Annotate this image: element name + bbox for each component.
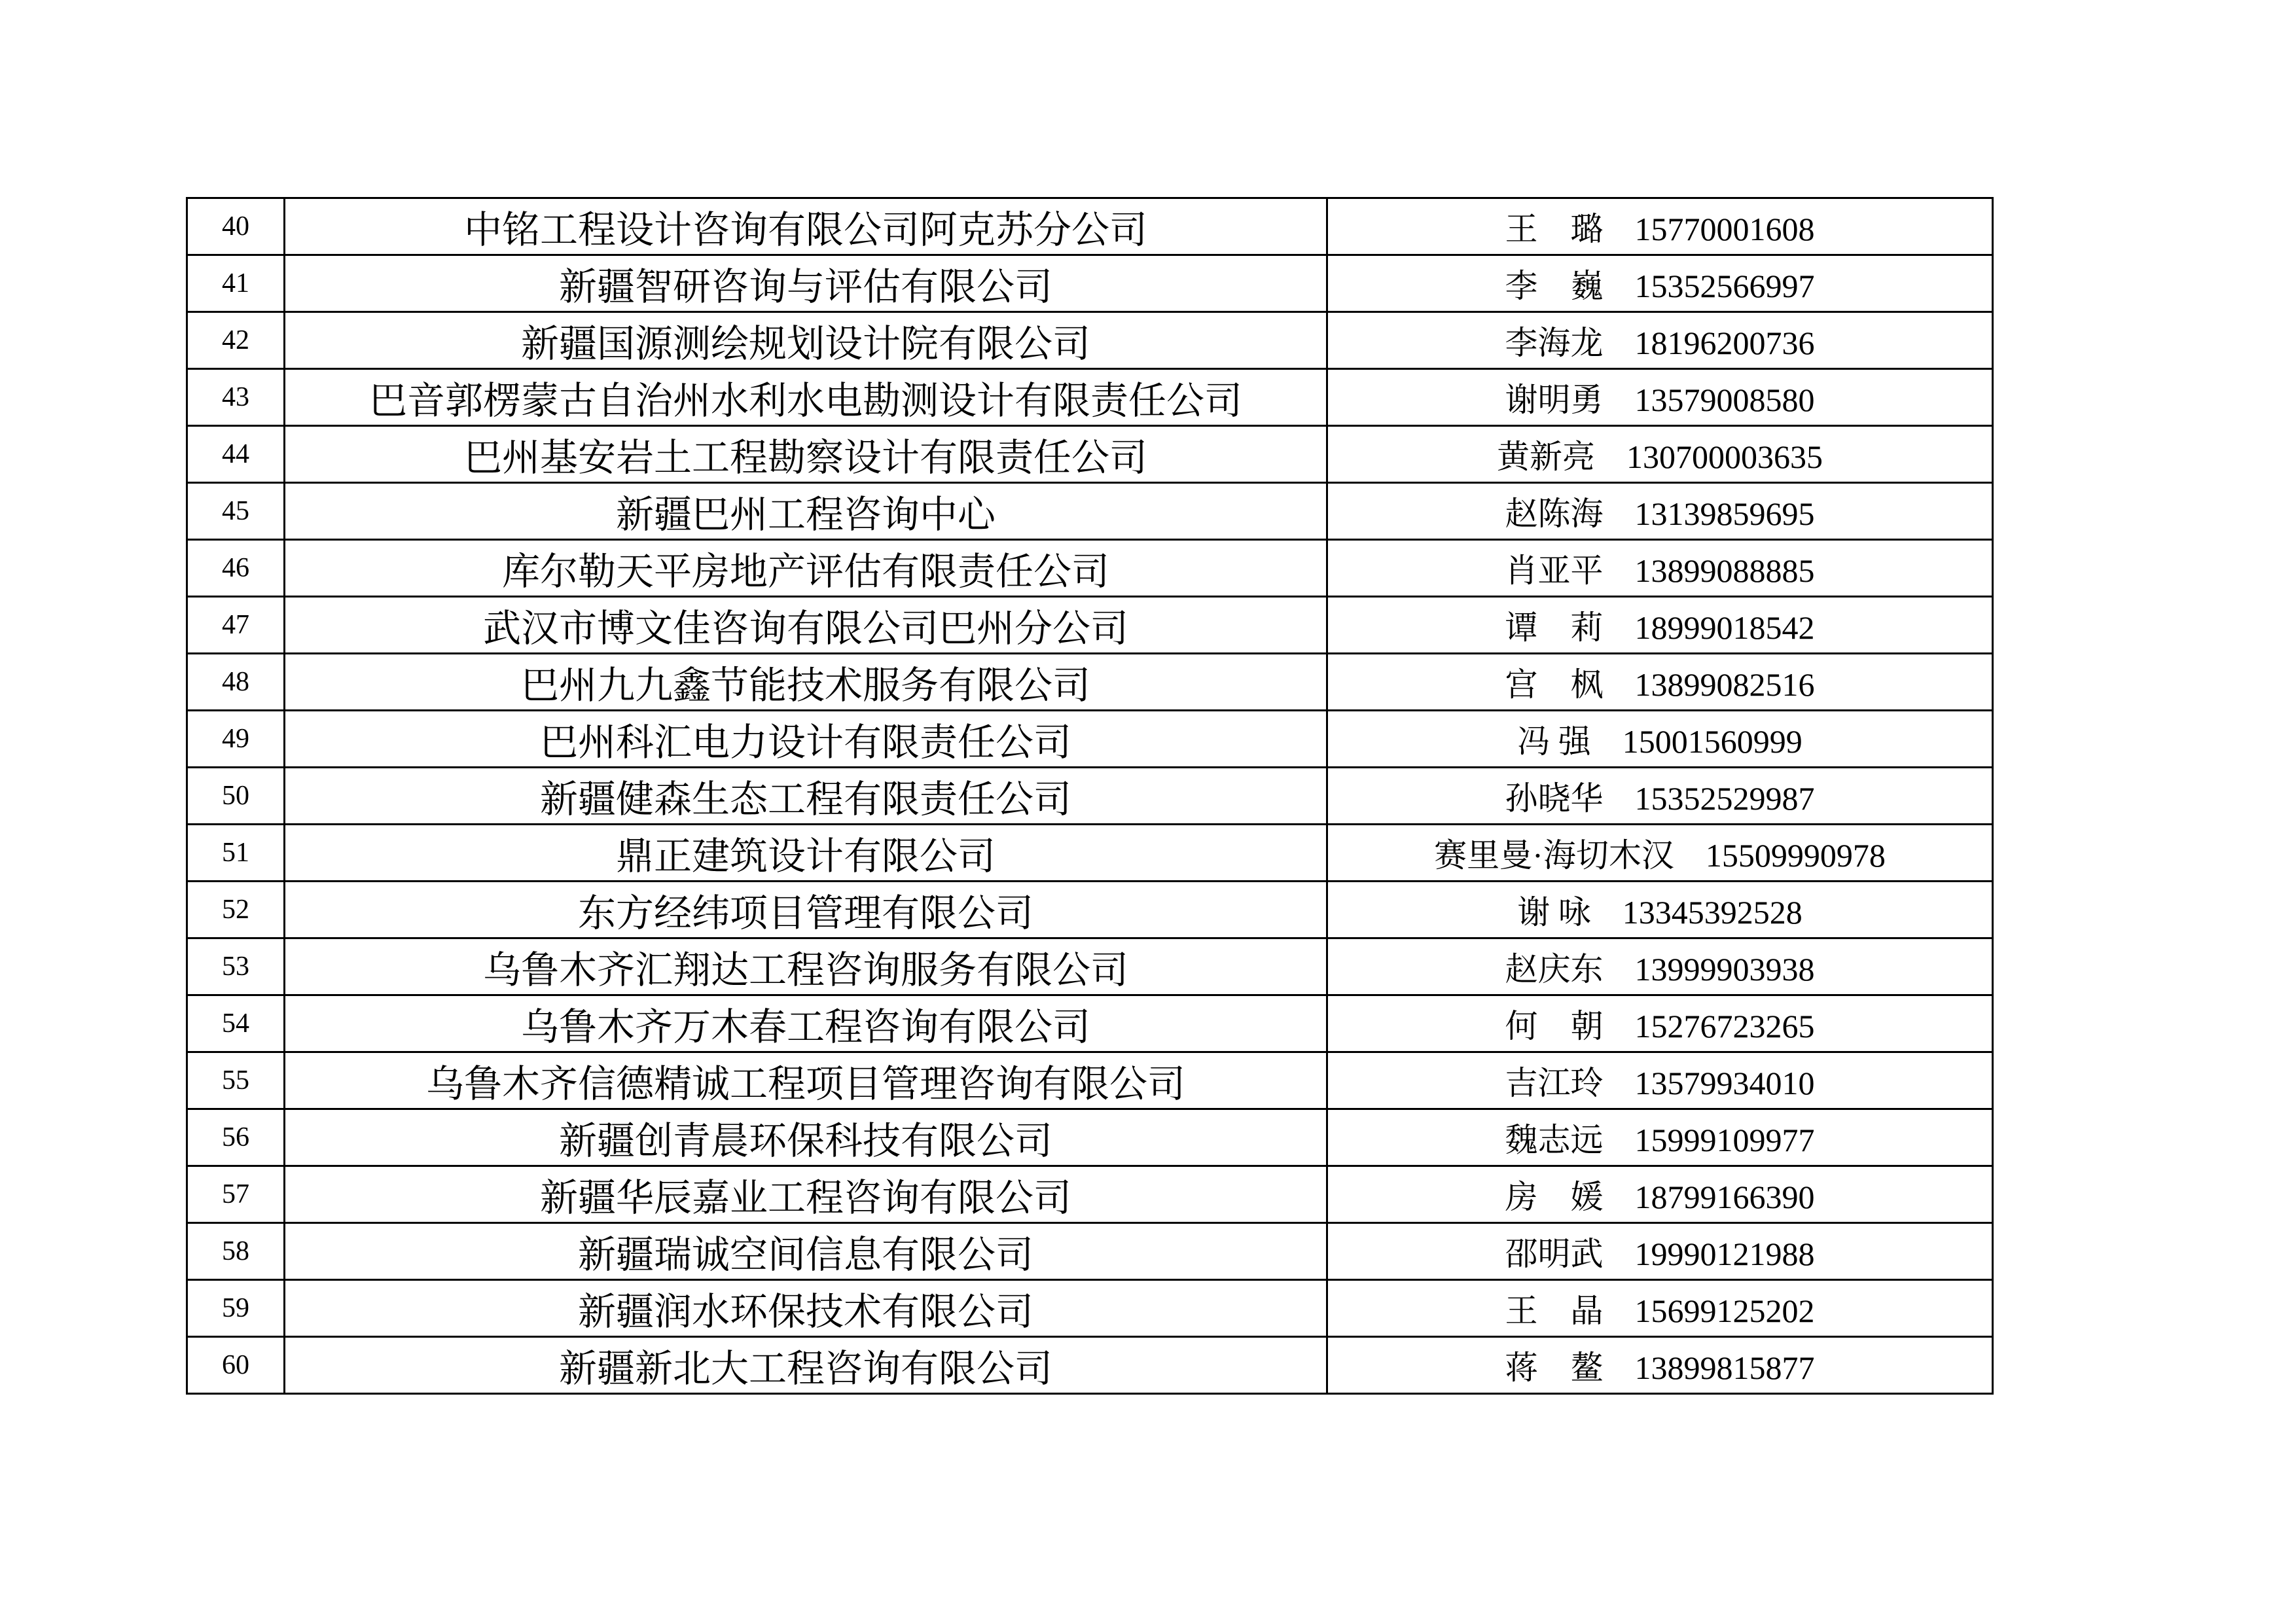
- contact-phone: 13899815877: [1634, 1349, 1815, 1386]
- company-name-cell: 乌鲁木齐信德精诚工程项目管理咨询有限公司: [285, 1052, 1327, 1109]
- company-name-cell: 鼎正建筑设计有限公司: [285, 825, 1327, 882]
- row-number-cell: 44: [187, 426, 285, 483]
- table-row: [187, 1166, 1993, 1223]
- contact-name: 王 晶: [1505, 1293, 1604, 1329]
- contact-phone: 13139859695: [1634, 495, 1815, 532]
- contact-phone: 13579934010: [1634, 1065, 1815, 1101]
- contact-cell: [1327, 540, 1993, 597]
- contact-phone: 130700003635: [1626, 438, 1823, 475]
- contact-name: 邵明武: [1505, 1236, 1604, 1272]
- contact-name: 赵陈海: [1505, 495, 1604, 532]
- table-row: [187, 198, 1993, 255]
- contact-cell: [1327, 768, 1993, 825]
- row-number-cell: 56: [187, 1109, 285, 1166]
- row-number-cell: 45: [187, 483, 285, 540]
- contact-cell: [1327, 825, 1993, 882]
- company-name-cell: 乌鲁木齐万木春工程咨询有限公司: [285, 995, 1327, 1052]
- row-number-cell: 51: [187, 825, 285, 882]
- contact-phone: 15770001608: [1634, 211, 1815, 247]
- row-number-cell: 58: [187, 1223, 285, 1280]
- contact-name: 吉江玲: [1505, 1065, 1604, 1101]
- table-row: [187, 483, 1993, 540]
- row-number-cell: 46: [187, 540, 285, 597]
- contact-name: 李海龙: [1505, 325, 1604, 361]
- contact-phone: 15001560999: [1622, 723, 1803, 760]
- table-row: [187, 768, 1993, 825]
- contact-name: 谢 咏: [1517, 894, 1591, 931]
- table-row: [187, 597, 1993, 654]
- company-name-cell: 新疆华辰嘉业工程咨询有限公司: [285, 1166, 1327, 1223]
- contact-phone: 13579008580: [1634, 382, 1815, 418]
- table-row: [187, 1109, 1993, 1166]
- contact-name: 肖亚平: [1505, 552, 1604, 589]
- row-number-cell: 40: [187, 198, 285, 255]
- company-name-cell: 巴州基安岩土工程勘察设计有限责任公司: [285, 426, 1327, 483]
- row-number-cell: 52: [187, 882, 285, 938]
- contact-name: 魏志远: [1505, 1122, 1604, 1158]
- row-number-cell: 54: [187, 995, 285, 1052]
- contact-name: 李 巍: [1505, 268, 1604, 304]
- row-number-cell: 50: [187, 768, 285, 825]
- table-body: [187, 198, 1993, 1394]
- row-number-cell: 48: [187, 654, 285, 711]
- contact-cell: [1327, 1337, 1993, 1394]
- table-row: [187, 369, 1993, 426]
- row-number-cell: 60: [187, 1337, 285, 1394]
- company-name-cell: 新疆新北大工程咨询有限公司: [285, 1337, 1327, 1394]
- company-name-cell: 新疆瑞诚空间信息有限公司: [285, 1223, 1327, 1280]
- company-contact-table: [186, 197, 1994, 1395]
- contact-cell: [1327, 1052, 1993, 1109]
- table-row: [187, 654, 1993, 711]
- contact-phone: 18196200736: [1634, 325, 1815, 361]
- contact-cell: [1327, 312, 1993, 369]
- contact-phone: 15999109977: [1634, 1122, 1815, 1158]
- contact-phone: 19990121988: [1634, 1236, 1815, 1272]
- table-row: [187, 1337, 1993, 1394]
- contact-cell: [1327, 938, 1993, 995]
- row-number-cell: 49: [187, 711, 285, 768]
- table-row: [187, 1052, 1993, 1109]
- contact-cell: [1327, 198, 1993, 255]
- contact-name: 谭 莉: [1505, 609, 1604, 646]
- contact-cell: [1327, 1166, 1993, 1223]
- company-name-cell: 新疆智研咨询与评估有限公司: [285, 255, 1327, 312]
- contact-name: 冯 强: [1517, 723, 1591, 760]
- company-name-cell: 中铭工程设计咨询有限公司阿克苏分公司: [285, 198, 1327, 255]
- row-number-cell: 57: [187, 1166, 285, 1223]
- contact-name: 蒋 鳌: [1505, 1349, 1604, 1386]
- contact-cell: [1327, 597, 1993, 654]
- company-name-cell: 武汉市博文佳咨询有限公司巴州分公司: [285, 597, 1327, 654]
- contact-phone: 13899088885: [1634, 552, 1815, 589]
- contact-cell: [1327, 654, 1993, 711]
- contact-name: 何 朝: [1505, 1008, 1604, 1044]
- contact-phone: 15509990978: [1705, 837, 1886, 874]
- contact-name: 房 媛: [1505, 1179, 1604, 1215]
- contact-cell: [1327, 255, 1993, 312]
- table-row: [187, 312, 1993, 369]
- row-number-cell: 42: [187, 312, 285, 369]
- contact-name: 孙晓华: [1505, 780, 1604, 817]
- company-name-cell: 新疆国源测绘规划设计院有限公司: [285, 312, 1327, 369]
- row-number-cell: 53: [187, 938, 285, 995]
- contact-cell: [1327, 1109, 1993, 1166]
- contact-phone: 15352566997: [1634, 268, 1815, 304]
- company-name-cell: 巴音郭楞蒙古自治州水利水电勘测设计有限责任公司: [285, 369, 1327, 426]
- table-row: [187, 540, 1993, 597]
- contact-phone: 15352529987: [1634, 780, 1815, 817]
- company-name-cell: 新疆巴州工程咨询中心: [285, 483, 1327, 540]
- contact-cell: [1327, 426, 1993, 483]
- contact-name: 赛里曼·海切木汉: [1434, 837, 1674, 874]
- contact-cell: [1327, 483, 1993, 540]
- company-name-cell: 巴州科汇电力设计有限责任公司: [285, 711, 1327, 768]
- contact-cell: [1327, 1223, 1993, 1280]
- contact-cell: [1327, 1280, 1993, 1337]
- contact-name: 谢明勇: [1505, 382, 1604, 418]
- contact-phone: 13345392528: [1622, 894, 1803, 931]
- contact-cell: [1327, 995, 1993, 1052]
- row-number-cell: 59: [187, 1280, 285, 1337]
- contact-phone: 13899082516: [1634, 666, 1815, 703]
- company-name-cell: 新疆创青晨环保科技有限公司: [285, 1109, 1327, 1166]
- table-row: [187, 711, 1993, 768]
- contact-name: 黄新亮: [1497, 438, 1595, 475]
- contact-cell: [1327, 369, 1993, 426]
- company-name-cell: 巴州九九鑫节能技术服务有限公司: [285, 654, 1327, 711]
- company-name-cell: 新疆健森生态工程有限责任公司: [285, 768, 1327, 825]
- contact-cell: [1327, 882, 1993, 938]
- table-row: [187, 1223, 1993, 1280]
- company-name-cell: 东方经纬项目管理有限公司: [285, 882, 1327, 938]
- company-name-cell: 库尔勒天平房地产评估有限责任公司: [285, 540, 1327, 597]
- table-row: [187, 938, 1993, 995]
- row-number-cell: 41: [187, 255, 285, 312]
- table-row: [187, 882, 1993, 938]
- company-name-cell: 新疆润水环保技术有限公司: [285, 1280, 1327, 1337]
- row-number-cell: 55: [187, 1052, 285, 1109]
- table-row: [187, 825, 1993, 882]
- contact-cell: [1327, 711, 1993, 768]
- contact-phone: 18799166390: [1634, 1179, 1815, 1215]
- table-row: [187, 426, 1993, 483]
- contact-phone: 15276723265: [1634, 1008, 1815, 1044]
- contact-name: 王 璐: [1505, 211, 1604, 247]
- row-number-cell: 47: [187, 597, 285, 654]
- contact-phone: 13999903938: [1634, 951, 1815, 988]
- contact-name: 宫 枫: [1505, 666, 1604, 703]
- table-row: [187, 255, 1993, 312]
- contact-phone: 15699125202: [1634, 1293, 1815, 1329]
- contact-phone: 18999018542: [1634, 609, 1815, 646]
- table-row: [187, 995, 1993, 1052]
- row-number-cell: 43: [187, 369, 285, 426]
- table-row: [187, 1280, 1993, 1337]
- contact-name: 赵庆东: [1505, 951, 1604, 988]
- company-name-cell: 乌鲁木齐汇翔达工程咨询服务有限公司: [285, 938, 1327, 995]
